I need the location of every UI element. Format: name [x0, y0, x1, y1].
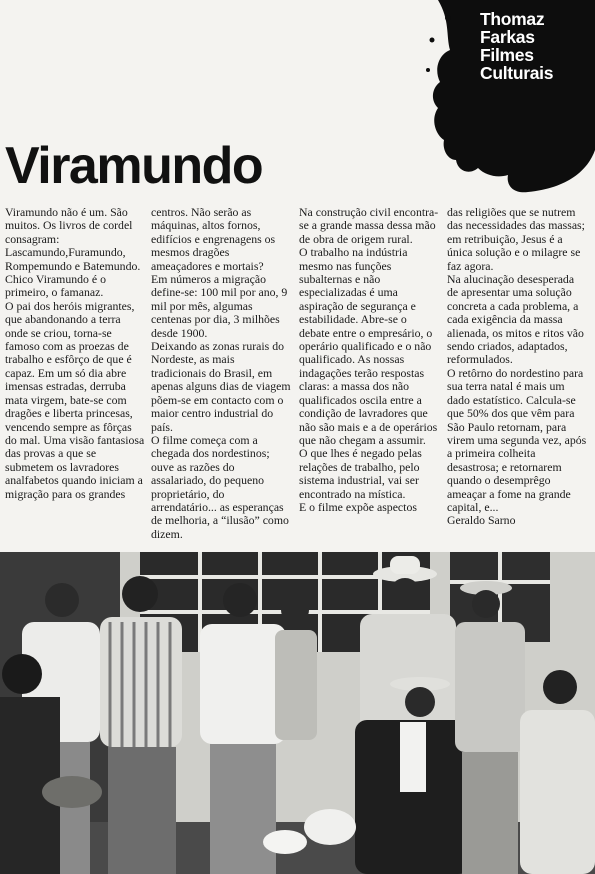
paragraph: das religiões que se nutrem das necessidades das massas; em retribuição, Jesus é a única solução e o milagre se faz agora. [447, 205, 585, 273]
group-of-men-photo [0, 552, 595, 874]
paragraph: O pai dos heróis migrantes, que abandonando a terra onde se criou, torna-se famoso com as proezas de trabalho e esfôrço de que é capaz. Em um só dia abre imensas estradas, derruba mata virgem, bate-se com dragões e liberta princesas, vencendo sempre as fôrças do mal. Uma visão fantasiosa das provas a que se submetem os lavradores analfabetos quando iniciam a migração para os grandes [5, 298, 145, 501]
paragraph: centros. Não serão as máquinas, altos fornos, edifícios e engrenagens os mesmos dragões ameaçadores e mortais? [151, 205, 276, 273]
paragraph: E o filme expõe aspectos [299, 499, 417, 514]
paragraph: Na alucinação desesperada de apresentar uma solução concreta a cada problema, a cada exigência da massa alienada, os mitos e ritos vão sendo criados, adaptados, reformulados. [447, 272, 584, 367]
article-column-4 [447, 206, 587, 528]
article-title: Viramundo [5, 137, 263, 195]
paragraph: Em números a migração define-se: 100 mil por ano, 9 mil por mês, algumas centenas por dia, 3 milhões desde 1900. [151, 272, 288, 340]
article-body [5, 206, 590, 548]
paragraph: O filme começa com a chegada dos nordestinos; ouve as razões do assalariado, do pequeno proprietário, do arrendatário... as esperanças de melhoria, a “ilusão” como dizem. [151, 432, 289, 541]
paragraph: O que lhes é negado pelas relações de trabalho, pelo sistema industrial, vai ser encontrado na mística. [299, 446, 422, 501]
article-column-3 [299, 206, 439, 514]
paragraph: Viramundo não é um. São muitos. Os livros de cordel consagram: Lascamundo,Furamundo, Rompemundo e Batemundo. Chico Viramundo é o primeiro, o famanaz. [5, 205, 141, 300]
logo-line-1: Thomaz [480, 9, 545, 29]
thomaz-farkas-logo [418, 0, 595, 195]
author-signature: Geraldo Sarno [447, 513, 516, 528]
logo-wordmark [480, 10, 592, 82]
paragraph: O retôrno do nordestino para sua terra natal é mais um dado estatístico. Calcula-se que 50% dos que vêm para São Paulo retornam, para virem uma segunda vez, após a primeira colheita desastrosa; e retornarem quando o desemprêgo ameaçar a fome na grande capital, e... [447, 365, 587, 514]
article-column-2 [151, 206, 291, 541]
logo-line-2: Farkas [480, 27, 535, 47]
paragraph: Deixando as zonas rurais do Nordeste, as mais tradicionais do Brasil, em apenas alguns dias de viagem põem-se em contacto com o maior centro industrial do país. [151, 339, 291, 434]
article-column-1 [5, 206, 145, 501]
logo-line-3: Filmes [480, 45, 534, 65]
paragraph: Na construção civil encontra-se a grande massa dessa mão de obra de origem rural. [299, 205, 439, 246]
paragraph: O trabalho na indústria mesmo nas funções subalternas e não especializadas é uma aspiração de segurança e estabilidade. Abre-se o debate entre o empresário, o operário qualificado e o não qualificado. As nossas indagações terão respostas claras: a massa dos não qualificados oscila entre a condição de lavradores que não são mais e a de operários que não chegam a assumir. [299, 245, 438, 447]
logo-line-4: Culturais [480, 63, 554, 83]
